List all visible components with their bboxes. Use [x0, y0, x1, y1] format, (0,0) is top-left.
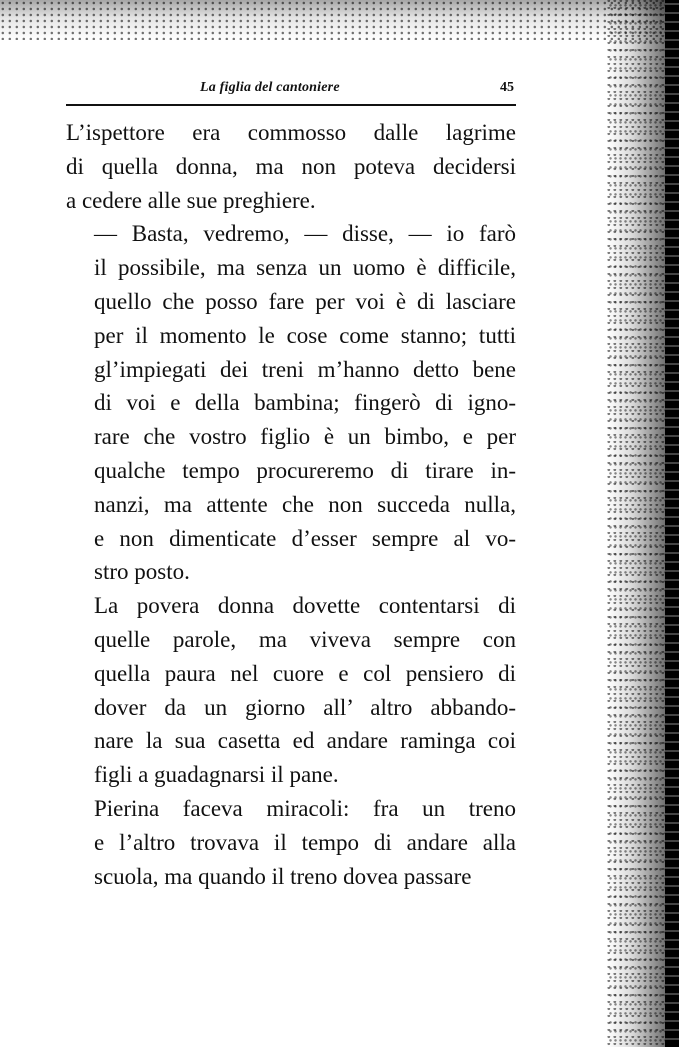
- text-line: gl’impiegati dei treni m’hanno detto bene: [94, 356, 516, 382]
- text-line: La povera donna dovette contentarsi di: [94, 593, 516, 619]
- text-line: stro posto.: [94, 559, 190, 585]
- text-line: nanzi, ma attente che non succeda nulla,: [94, 491, 516, 517]
- paragraph: [66, 589, 516, 792]
- scan-edge-top: [0, 0, 679, 40]
- body-text: [66, 116, 516, 893]
- text-line: il possibile, ma senza un uomo è difficile,: [94, 255, 516, 281]
- paragraph: [66, 217, 516, 589]
- text-line: per il momento le cose come stanno; tutti: [94, 322, 516, 348]
- text-line: quelle parole, ma viveva sempre con: [94, 626, 516, 652]
- text-line: qualche tempo procureremo di tirare in-: [94, 457, 516, 483]
- text-line: — Basta, vedremo, — disse, — io farò: [94, 221, 516, 247]
- paragraph: [66, 792, 516, 893]
- scan-edge-right-dark: [665, 0, 679, 1047]
- text-line: a cedere alle sue preghiere.: [66, 187, 316, 213]
- text-line: quello che posso fare per voi è di lasciare: [94, 288, 516, 314]
- text-line: dover da un giorno all’ altro abbando-: [94, 694, 516, 720]
- text-line: nare la sua casetta ed andare raminga coi: [94, 728, 516, 754]
- text-line: L’ispettore era commosso dalle lagrime: [66, 120, 516, 145]
- running-head: [66, 78, 516, 106]
- book-page: [66, 78, 516, 893]
- text-line: e non dimenticate d’esser sempre al vo-: [94, 525, 516, 551]
- text-line: di quella donna, ma non poteva decidersi: [66, 153, 516, 179]
- text-line: scuola, ma quando il treno dovea passare: [94, 863, 472, 889]
- text-line: figli a guadagnarsi il pane.: [94, 762, 339, 788]
- text-line: e l’altro trovava il tempo di andare alla: [94, 829, 516, 855]
- text-line: rare che vostro figlio è un bimbo, e per: [94, 424, 516, 450]
- paragraph: [66, 116, 516, 217]
- text-line: di voi e della bambina; fingerò di igno-: [94, 390, 516, 416]
- text-line: Pierina faceva miracoli: fra un treno: [94, 795, 516, 821]
- text-line: quella paura nel cuore e col pensiero di: [94, 660, 516, 686]
- page-number: 45: [500, 80, 514, 95]
- running-title: La figlia del cantoniere: [200, 80, 340, 95]
